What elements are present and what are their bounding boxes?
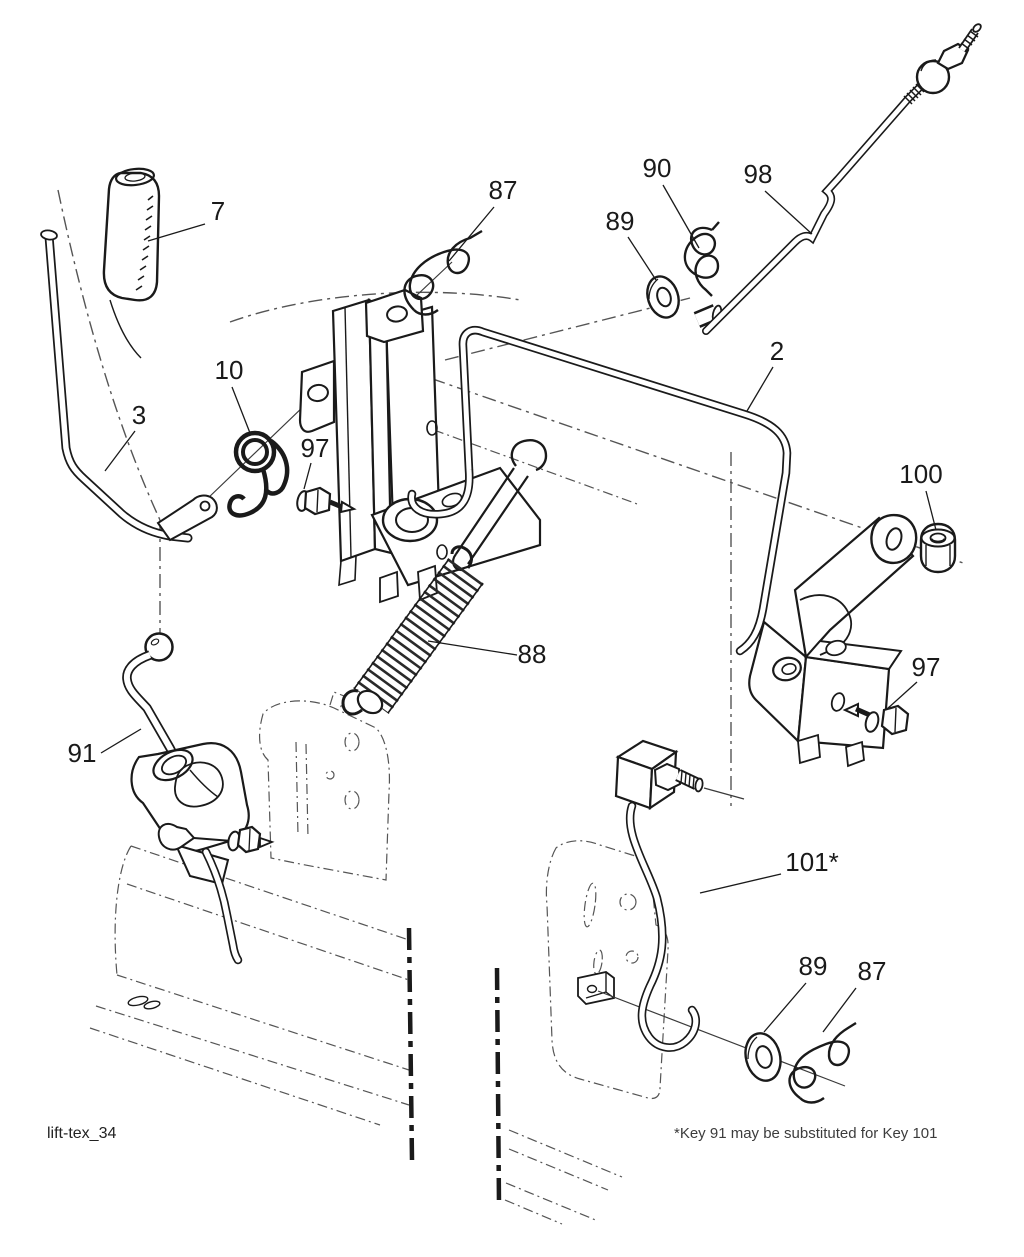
callout-label: 7 <box>210 196 226 226</box>
callout-89 <box>606 206 656 280</box>
footnote: *Key 91 may be substituted for Key 101 <box>674 1125 938 1142</box>
leader-line <box>449 207 494 261</box>
callout-97 <box>301 433 330 489</box>
bracket-arm-tab <box>871 515 916 563</box>
callout-89 <box>764 951 827 1032</box>
leader-line <box>700 874 781 893</box>
callout-label: 2 <box>769 336 785 366</box>
callout-101 <box>700 847 839 893</box>
leader-line <box>765 191 812 234</box>
callout-label: 97 <box>300 433 330 463</box>
callout-91 <box>68 729 141 768</box>
callout-label: 100 <box>899 459 943 489</box>
lift-lever-91 <box>127 634 272 961</box>
callout-label: 89 <box>605 206 635 236</box>
leader-line <box>428 641 517 655</box>
callout-10 <box>215 355 250 433</box>
leader-line <box>101 729 141 753</box>
callout-label: 98 <box>743 159 773 189</box>
trunnion-block <box>616 741 744 808</box>
leader-line <box>764 983 806 1032</box>
lift-link-rod-98 <box>697 23 982 331</box>
callout-2 <box>747 336 784 411</box>
hairpin-clip-bottom <box>790 1023 857 1103</box>
hex-nut-100 <box>921 524 955 572</box>
deck-bracket-left-phantom <box>260 692 390 880</box>
callout-label: 90 <box>642 153 672 183</box>
flat-washer-bottom <box>741 1030 786 1085</box>
deck-phantom-right <box>497 841 845 1224</box>
drawing-id: lift-tex_34 <box>47 1125 117 1142</box>
leader-line <box>747 367 773 411</box>
callout-label: 97 <box>911 652 941 682</box>
callout-label: 91 <box>67 738 97 768</box>
callout-87 <box>449 175 517 261</box>
callout-90 <box>643 153 699 248</box>
alt-lever-rod-101 <box>616 741 744 1048</box>
leader-line <box>105 431 135 471</box>
leader-line <box>232 387 250 433</box>
callout-88 <box>428 639 546 669</box>
deck-fastener-detail <box>127 995 160 1011</box>
callout-label: 3 <box>131 400 147 430</box>
callout-98 <box>744 159 812 234</box>
torsion-spring-10 <box>229 433 287 515</box>
bracket-left-wing <box>300 361 334 432</box>
leader-line <box>628 237 656 280</box>
handle-grip-7 <box>104 167 159 358</box>
leader-line <box>304 463 311 489</box>
deck-nut-block <box>578 972 614 1004</box>
leader-line <box>663 185 699 248</box>
callout-label: 88 <box>517 639 547 669</box>
callout-label: 87 <box>857 956 887 986</box>
callout-87 <box>823 956 886 1032</box>
callout-label: 89 <box>798 951 828 981</box>
callout-label: 87 <box>488 175 518 205</box>
callout-label: 10 <box>214 355 244 385</box>
flat-washer-top <box>642 272 684 321</box>
callout-label: 101* <box>785 847 839 877</box>
leader-line <box>887 682 917 709</box>
